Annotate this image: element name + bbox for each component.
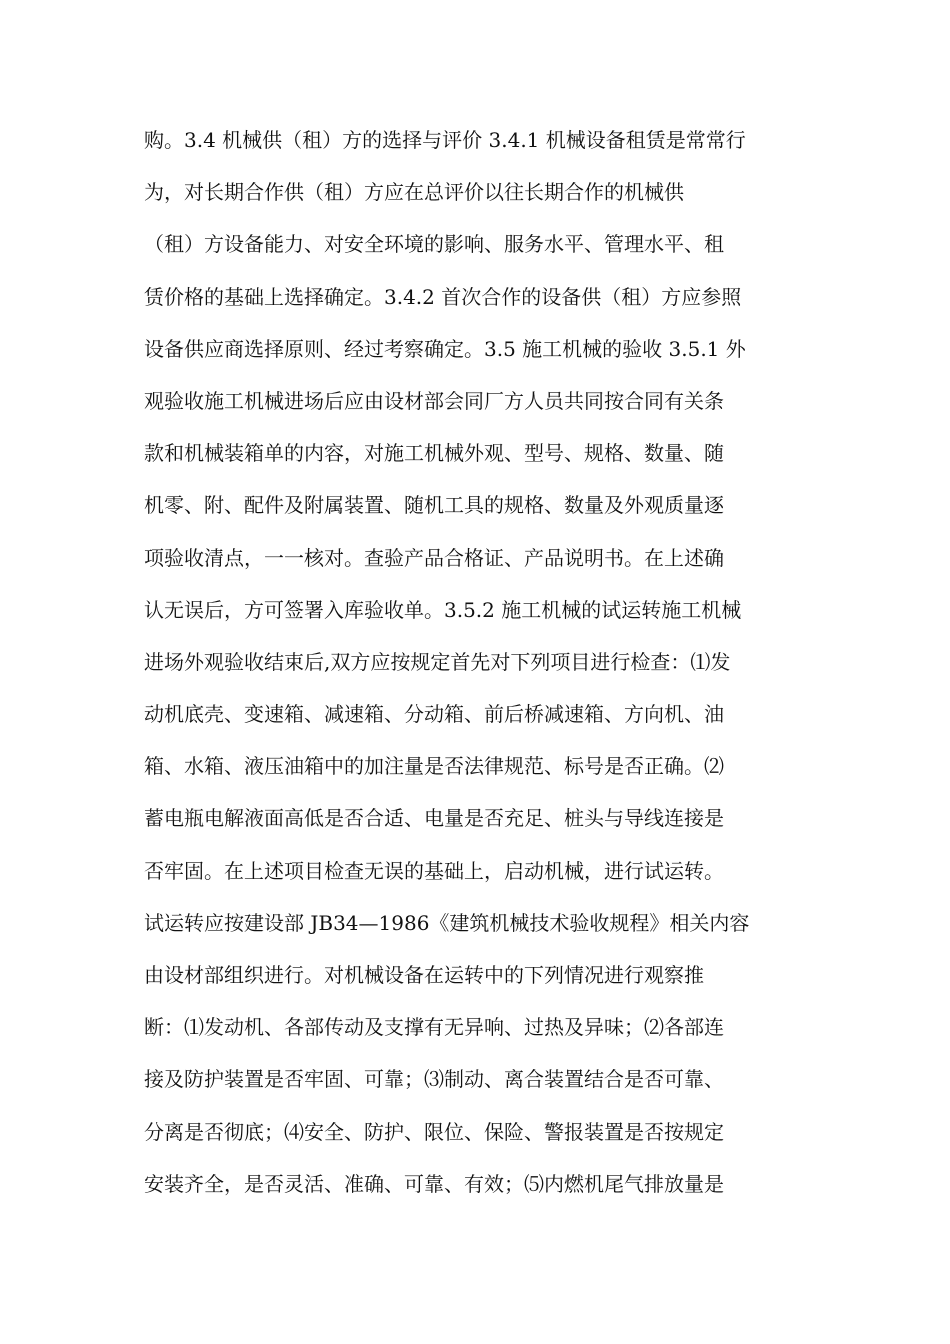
text-line: 设备供应商选择原则、经过考察确定。3.5 施工机械的验收 3.5.1 外 — [144, 336, 746, 361]
text-line: 进场外观验收结束后,双方应按规定首先对下列项目进行检查：⑴发 — [144, 649, 731, 674]
text-line: 否牢固。在上述项目检查无误的基础上，启动机械，进行试运转。 — [144, 858, 724, 883]
text-line: 项验收清点，一一核对。查验产品合格证、产品说明书。在上述确 — [144, 545, 724, 570]
text-line: 断：⑴发动机、各部传动及支撑有无异响、过热及异味；⑵各部连 — [144, 1015, 724, 1040]
body-text — [144, 114, 814, 1210]
text-line: 安装齐全，是否灵活、准确、可靠、有效；⑸内燃机尾气排放量是 — [144, 1171, 724, 1196]
text-line: 款和机械装箱单的内容，对施工机械外观、型号、规格、数量、随 — [144, 441, 724, 466]
text-line: 认无误后，方可签署入库验收单。3.5.2 施工机械的试运转施工机械 — [144, 597, 742, 622]
text-line: 动机底壳、变速箱、减速箱、分动箱、前后桥减速箱、方向机、油 — [144, 702, 724, 727]
text-line: 购。3.4 机械供（租）方的选择与评价 3.4.1 机械设备租赁是常常行 — [144, 128, 746, 152]
text-line: 为，对长期合作供（租）方应在总评价以往长期合作的机械供 — [144, 180, 684, 205]
text-line: 蓄电瓶电解液面高低是否合适、电量是否充足、桩头与导线连接是 — [144, 806, 724, 831]
text-line: 赁价格的基础上选择确定。3.4.2 首次合作的设备供（租）方应参照 — [144, 284, 742, 309]
text-line: （租）方设备能力、对安全环境的影响、服务水平、管理水平、租 — [144, 232, 724, 257]
text-line: 接及防护装置是否牢固、可靠；⑶制动、离合装置结合是否可靠、 — [144, 1067, 724, 1092]
text-line: 观验收施工机械进场后应由设材部会同厂方人员共同按合同有关条 — [144, 388, 724, 413]
text-line: 箱、水箱、液压油箱中的加注量是否法律规范、标号是否正确。⑵ — [144, 754, 724, 779]
text-line: 试运转应按建设部 JB34—1986《建筑机械技术验收规程》相关内容 — [144, 910, 750, 935]
text-line: 由设材部组织进行。对机械设备在运转中的下列情况进行观察推 — [144, 963, 704, 987]
text-line: 机零、附、配件及附属装置、随机工具的规格、数量及外观质量逐 — [144, 493, 724, 518]
text-line: 分离是否彻底；⑷安全、防护、限位、保险、警报装置是否按规定 — [144, 1119, 724, 1144]
